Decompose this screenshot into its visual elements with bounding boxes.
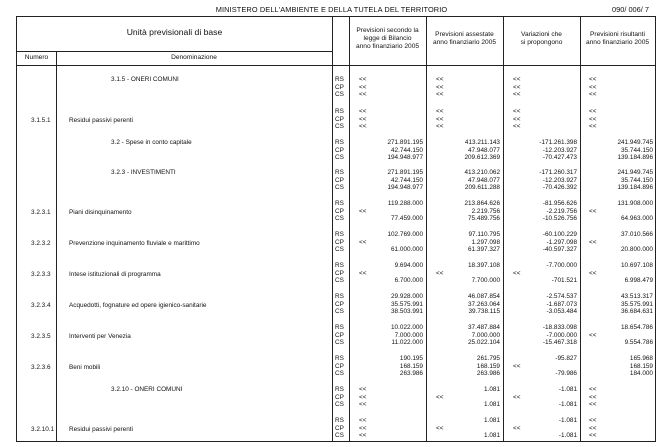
header-line: anno finanziario 2005 (432, 38, 497, 46)
row-value: 241.949.745 (617, 169, 653, 176)
row-value: 35.575.991 (621, 300, 653, 308)
row-value: << (513, 115, 521, 123)
row-type-label: CP (335, 424, 344, 432)
row-value: -60.100.229 (542, 231, 577, 238)
row-value: 6.998.479 (624, 277, 653, 285)
row-numero: 3.2.3.5 (31, 333, 51, 340)
row-denominazione: Residui passivi perenti (69, 117, 133, 124)
row-value: << (436, 123, 444, 131)
row-value: << (513, 393, 521, 401)
col-header-prev-bilancio (349, 27, 426, 50)
row-denominazione: Piani disinquinamento (69, 209, 132, 216)
header-line: legge di Bilancio (363, 34, 412, 42)
row-value: << (359, 393, 367, 401)
row-value: << (589, 417, 597, 424)
row-value: 46.087.854 (468, 293, 500, 300)
row-type-label: CP (335, 393, 344, 401)
row-value: -1.081 (558, 432, 577, 440)
row-value: << (359, 417, 367, 424)
row-numero: 3.2.10.1 (31, 426, 55, 433)
col-header-numero: Numero (24, 54, 49, 61)
col-header-prev-assestate (426, 31, 503, 47)
row-value: 413.210.062 (464, 169, 500, 176)
row-value: 18.654.786 (621, 324, 653, 331)
row-value: << (589, 401, 597, 409)
row-value: 37.010.566 (621, 231, 653, 238)
row-value: << (589, 238, 597, 246)
row-value: -79.986 (555, 370, 577, 378)
row-value: 10.697.108 (621, 262, 653, 269)
header-rule-mid (17, 51, 332, 52)
row-value: -15.467.318 (542, 339, 577, 347)
row-value: 131.908.000 (617, 200, 653, 207)
row-denominazione: 3.2.10 - ONERI COMUNI (111, 386, 183, 393)
row-denominazione: Beni mobili (69, 364, 101, 371)
row-value: 43.513.317 (621, 293, 653, 300)
row-type-label: CP (335, 176, 344, 184)
row-value: 29.928.000 (391, 293, 423, 300)
row-value: 37.487.884 (468, 324, 500, 331)
header-line: si propongono (520, 38, 563, 46)
row-value: 2.219.756 (471, 207, 500, 215)
row-value: 209.611.288 (464, 184, 500, 192)
row-value: 20.800.000 (621, 246, 653, 254)
row-value: << (589, 432, 597, 440)
row-value: 97.110.795 (468, 231, 500, 238)
row-value: 61.000.000 (391, 246, 423, 254)
row-type-label: RS (335, 417, 344, 424)
row-value: << (589, 83, 597, 91)
row-value: 168.159 (476, 362, 500, 370)
header-line: Variazioni che (521, 31, 562, 38)
row-numero: 3.2.3.4 (31, 302, 51, 309)
row-type-label: RS (335, 139, 344, 146)
row-type-label: RS (335, 200, 344, 207)
row-value: 139.184.896 (617, 184, 653, 192)
row-value: 1.081 (484, 386, 500, 393)
row-value: << (589, 207, 597, 215)
row-type-label: CS (335, 432, 344, 440)
row-value: -7.000.000 (546, 331, 577, 339)
row-value: 190.195 (399, 355, 423, 362)
row-value: << (359, 401, 367, 409)
row-denominazione: Residui passivi perenti (69, 426, 133, 433)
row-value: 11.022.000 (391, 339, 423, 347)
header-line: Previsioni risultanti (590, 31, 645, 38)
row-value: 6.700.000 (394, 277, 423, 285)
row-value: 35.744.150 (621, 146, 653, 154)
row-value: -701.521 (551, 277, 577, 285)
row-value: 10.022.000 (391, 324, 423, 331)
row-value: 119.288.000 (387, 200, 423, 207)
row-value: 42.744.150 (391, 146, 423, 154)
row-value: 1.297.098 (471, 238, 500, 246)
row-value: << (359, 432, 367, 440)
row-type-label: CP (335, 238, 344, 246)
page-title: MINISTERO DELL'AMBIENTE E DELLA TUTELA DEL TERRITORIO (215, 5, 448, 14)
row-denominazione: 3.2 - Spese in conto capitale (111, 139, 192, 146)
row-denominazione: Interventi per Venezia (69, 333, 131, 340)
col-header-prev-risultanti (580, 31, 655, 47)
row-value: -70.426.392 (542, 184, 577, 192)
row-type-label: CP (335, 331, 344, 339)
row-value: << (589, 91, 597, 99)
col-header-variazioni (503, 31, 580, 47)
row-type-label: CS (335, 339, 344, 347)
budget-table (16, 16, 656, 442)
row-type-label: CS (335, 370, 344, 378)
row-value: << (513, 91, 521, 99)
header-rule-bottom (17, 65, 655, 66)
row-value: << (359, 108, 367, 115)
row-value: -81.956.626 (542, 200, 577, 207)
row-value: -1.687.073 (546, 300, 577, 308)
row-value: 261.795 (476, 355, 500, 362)
col-rule-numero (56, 51, 57, 441)
row-value: 35.744.150 (621, 176, 653, 184)
row-denominazione: 3.1.5 - ONERI COMUNI (111, 76, 179, 83)
row-value: 35.575.991 (391, 300, 423, 308)
row-value: 77.459.000 (391, 215, 423, 223)
row-value: << (359, 386, 367, 393)
row-denominazione: Prevenzione inquinamento fluviale e marittimo (69, 240, 200, 247)
row-value: 9.694.000 (394, 262, 423, 269)
row-value: 75.489.756 (468, 215, 500, 223)
row-type-label: CP (335, 83, 344, 91)
row-value: 184.000 (629, 370, 653, 378)
row-value: 194.948.977 (387, 154, 423, 162)
row-denominazione: 3.2.3 - INVESTIMENTI (111, 169, 176, 176)
row-denominazione: Intese istituzionali di programma (69, 271, 161, 278)
row-value: 194.948.977 (387, 184, 423, 192)
row-type-label: RS (335, 76, 344, 83)
row-value: -171.261.398 (539, 139, 577, 146)
row-value: << (589, 269, 597, 277)
row-value: << (359, 76, 367, 83)
row-type-label: RS (335, 262, 344, 269)
row-value: -2.219.756 (546, 207, 577, 215)
row-value: -3.053.484 (546, 308, 577, 316)
row-value: << (589, 123, 597, 131)
row-type-label: CP (335, 115, 344, 123)
row-value: << (359, 207, 367, 215)
row-value: << (359, 238, 367, 246)
row-value: << (513, 123, 521, 131)
row-value: 42.744.150 (391, 176, 423, 184)
row-value: -1.081 (558, 417, 577, 424)
row-value: -12.203.927 (542, 146, 577, 154)
row-value: << (513, 269, 521, 277)
row-value: 263.986 (399, 370, 423, 378)
row-value: << (589, 386, 597, 393)
row-type-label: CP (335, 207, 344, 215)
row-value: << (436, 393, 444, 401)
row-value: 271.891.195 (387, 139, 423, 146)
col-rule-denominazione (332, 17, 333, 441)
row-numero: 3.2.3.3 (31, 271, 51, 278)
row-value: 263.986 (476, 370, 500, 378)
row-value: 271.891.195 (387, 169, 423, 176)
row-denominazione: Acquedotti, fognature ed opere igienico-sanitarie (69, 302, 207, 309)
row-value: -10.526.756 (542, 215, 577, 223)
row-value: -12.203.927 (542, 176, 577, 184)
row-value: 209.612.369 (464, 154, 500, 162)
row-value: -95.827 (555, 355, 577, 362)
row-value: -1.081 (558, 401, 577, 409)
row-value: << (436, 115, 444, 123)
row-type-label: CS (335, 91, 344, 99)
row-value: << (359, 123, 367, 131)
row-value: << (589, 331, 597, 339)
row-value: << (513, 424, 521, 432)
row-value: << (513, 108, 521, 115)
row-value: 168.159 (629, 362, 653, 370)
col-rule-type (349, 17, 350, 441)
row-value: 47.948.077 (468, 176, 500, 184)
row-value: 9.554.786 (624, 339, 653, 347)
row-value: 102.769.000 (387, 231, 423, 238)
row-type-label: CP (335, 146, 344, 154)
row-type-label: CS (335, 123, 344, 131)
row-value: << (589, 108, 597, 115)
header-line: Previsioni secondo la (356, 27, 419, 34)
row-value: 1.081 (484, 401, 500, 409)
row-type-label: CS (335, 184, 344, 192)
row-value: -171.260.317 (539, 169, 577, 176)
row-type-label: CP (335, 362, 344, 370)
row-value: 61.397.327 (468, 246, 500, 254)
row-value: << (359, 91, 367, 99)
row-value: 18.397.108 (468, 262, 500, 269)
row-value: 413.211.143 (464, 139, 500, 146)
row-value: 139.184.896 (617, 154, 653, 162)
page-number: 090/ 006/ 7 (612, 5, 649, 14)
row-value: << (359, 83, 367, 91)
row-value: 25.022.104 (468, 339, 500, 347)
row-value: -70.427.473 (542, 154, 577, 162)
row-value: -7.700.000 (546, 262, 577, 269)
row-type-label: RS (335, 386, 344, 393)
row-value: 64.963.000 (621, 215, 653, 223)
row-type-label: CS (335, 246, 344, 254)
row-value: 7.000.000 (471, 331, 500, 339)
row-type-label: RS (335, 293, 344, 300)
row-type-label: CS (335, 154, 344, 162)
row-type-label: CP (335, 300, 344, 308)
row-value: << (589, 115, 597, 123)
row-value: -18.833.098 (542, 324, 577, 331)
row-value: << (359, 115, 367, 123)
row-value: << (359, 269, 367, 277)
row-value: << (513, 76, 521, 83)
row-value: 7.000.000 (394, 331, 423, 339)
row-type-label: RS (335, 231, 344, 238)
row-value: -1.297.098 (546, 238, 577, 246)
row-value: << (513, 83, 521, 91)
col-header-denominazione: Denominazione (171, 54, 217, 61)
row-value: 213.864.626 (464, 200, 500, 207)
row-value: << (436, 424, 444, 432)
row-numero: 3.2.3.1 (31, 209, 51, 216)
row-value: 165.968 (629, 355, 653, 362)
row-value: 241.949.745 (617, 139, 653, 146)
row-value: << (436, 76, 444, 83)
row-value: << (513, 362, 521, 370)
row-value: -40.597.327 (542, 246, 577, 254)
row-value: 38.503.991 (391, 308, 423, 316)
row-value: << (436, 83, 444, 91)
row-value: << (589, 393, 597, 401)
header-line: anno finanziario 2005 (585, 38, 650, 46)
row-value: << (436, 91, 444, 99)
row-type-label: RS (335, 355, 344, 362)
row-value: 37.263.064 (468, 300, 500, 308)
row-type-label: RS (335, 169, 344, 176)
row-value: 1.081 (484, 432, 500, 440)
row-value: 36.684.631 (621, 308, 653, 316)
row-value: 47.948.077 (468, 146, 500, 154)
row-value: << (589, 424, 597, 432)
row-type-label: RS (335, 324, 344, 331)
row-value: -2.574.537 (546, 293, 577, 300)
header-line: anno finanziario 2005 (355, 42, 420, 50)
row-value: 168.159 (399, 362, 423, 370)
row-numero: 3.2.3.6 (31, 364, 51, 371)
row-type-label: CP (335, 269, 344, 277)
row-value: << (436, 269, 444, 277)
row-type-label: CS (335, 215, 344, 223)
row-numero: 3.2.3.2 (31, 240, 51, 247)
row-value: 39.738.115 (468, 308, 500, 316)
group-title: Unità previsionali di base (126, 27, 223, 37)
row-type-label: CS (335, 277, 344, 285)
row-numero: 3.1.5.1 (31, 117, 51, 124)
row-type-label: CS (335, 401, 344, 409)
row-value: << (589, 76, 597, 83)
row-value: 1.081 (484, 417, 500, 424)
row-type-label: CS (335, 308, 344, 316)
row-value: << (436, 108, 444, 115)
header-line: Previsioni assestate (435, 31, 494, 38)
row-value: 7.700.000 (471, 277, 500, 285)
row-value: -1.081 (558, 386, 577, 393)
row-value: << (359, 424, 367, 432)
row-type-label: RS (335, 108, 344, 115)
